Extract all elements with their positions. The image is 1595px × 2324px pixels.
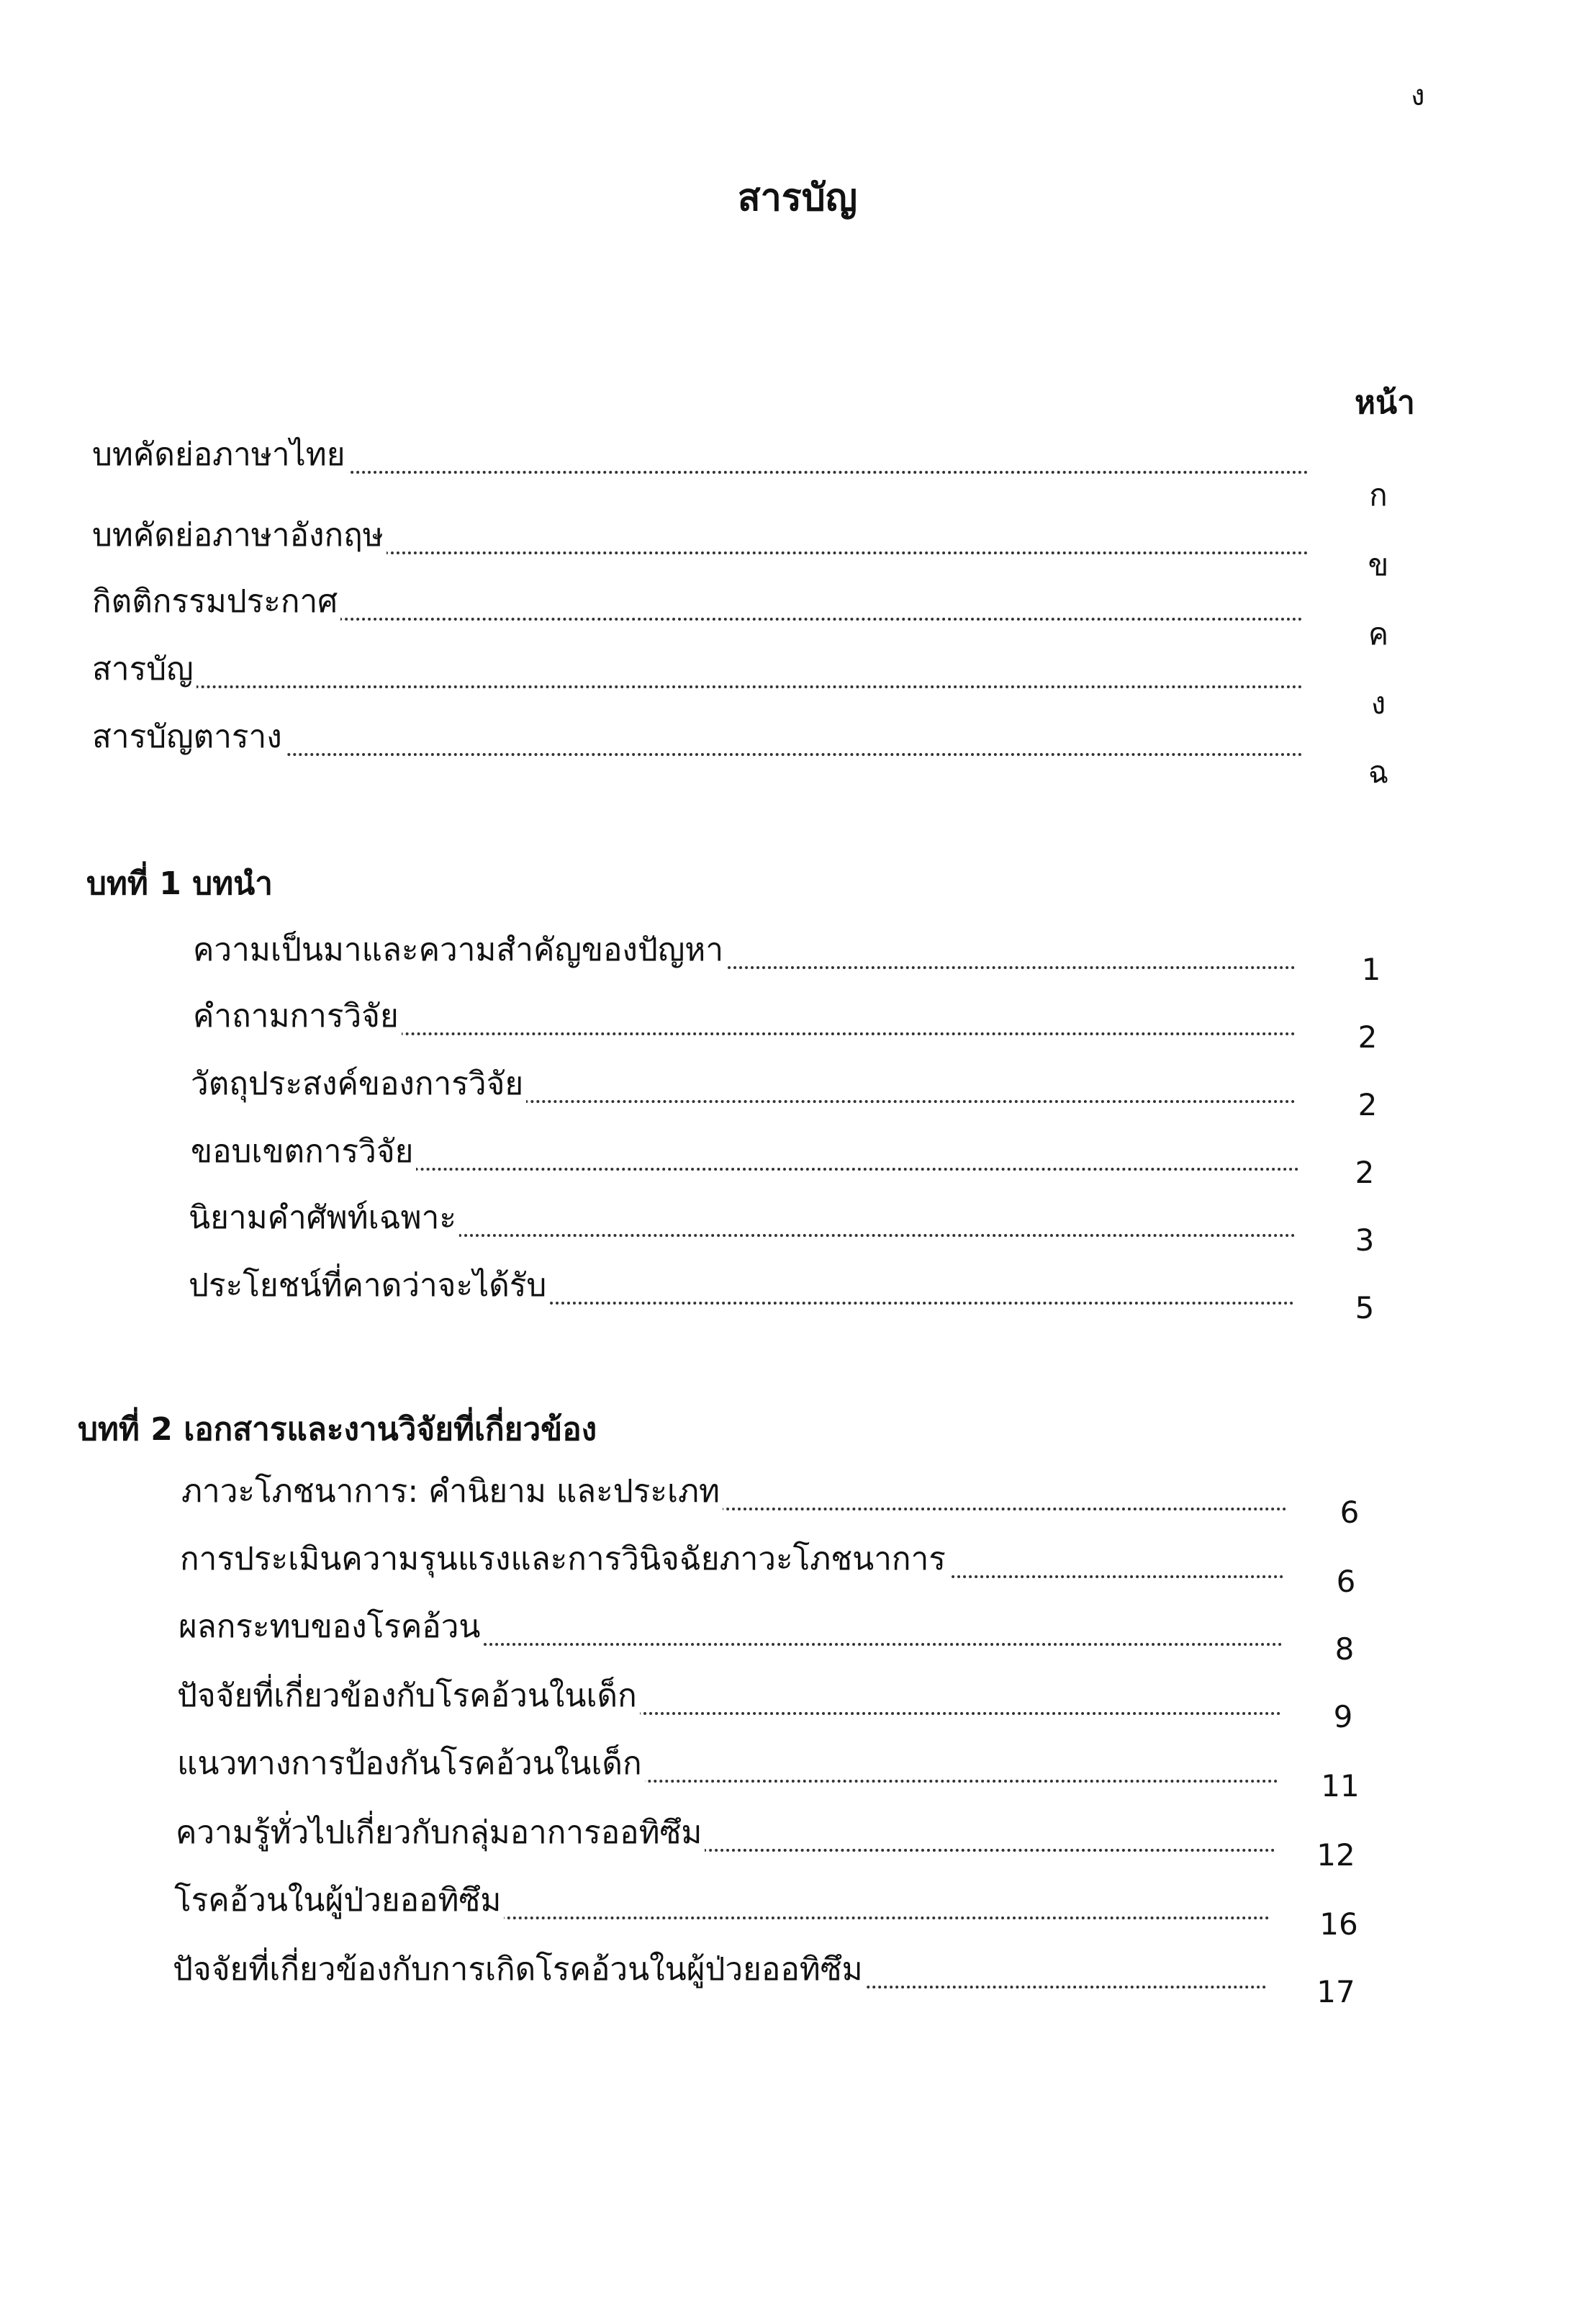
toc-entry-label: ปัจจัยที่เกี่ยวข้องกับโรคอ้วนในเด็ก bbox=[177, 1670, 640, 1721]
toc-entry-label: สารบัญ bbox=[92, 644, 196, 694]
toc-entry-page: 9 bbox=[1333, 1699, 1353, 1734]
toc-entry bbox=[174, 1882, 1270, 1929]
toc-entry-page: 12 bbox=[1316, 1837, 1355, 1873]
toc-entry bbox=[189, 1199, 1296, 1247]
toc-entry-label: ภาวะโภชนาการ: คำนิยาม และประเภท bbox=[181, 1466, 723, 1516]
toc-entry-acknowledgement bbox=[92, 583, 1303, 631]
chapter-heading: บทที่ 1 บทนำ bbox=[86, 865, 273, 902]
toc-entry-label: โรคอ้วนในผู้ป่วยออทิซึม bbox=[174, 1875, 504, 1925]
page-title: สารบัญ bbox=[737, 176, 858, 220]
toc-entry bbox=[191, 1133, 1299, 1181]
toc-entry-label: ความเป็นมาและความสำคัญของปัญหา bbox=[193, 924, 726, 975]
toc-entry-page: 2 bbox=[1357, 1087, 1378, 1122]
toc-entry bbox=[181, 1473, 1287, 1521]
dot-leader bbox=[92, 685, 1303, 688]
toc-entry-label: ปัจจัยที่เกี่ยวข้องกับการเกิดโรคอ้วนในผู้ป่วยออทิซึม bbox=[173, 1944, 866, 1994]
toc-entry-contents bbox=[92, 651, 1303, 698]
toc-entry-page: 2 bbox=[1355, 1155, 1375, 1190]
toc-entry bbox=[173, 1951, 1267, 1999]
toc-entry-label: ผลกระทบของโรคอ้วน bbox=[179, 1601, 483, 1652]
toc-entry-page: 11 bbox=[1321, 1768, 1360, 1803]
toc-entry bbox=[191, 1066, 1296, 1113]
toc-entry-label: สารบัญตาราง bbox=[92, 711, 285, 762]
toc-entry-page: 8 bbox=[1334, 1631, 1355, 1667]
toc-entry-label: การประเมินความรุนแรงและการวินิจฉัยภาวะโภชนาการ bbox=[180, 1533, 949, 1584]
toc-entry-label: ขอบเขตการวิจัย bbox=[191, 1126, 416, 1176]
page-column-header: หน้า bbox=[1355, 384, 1415, 421]
toc-entry-page: 3 bbox=[1355, 1222, 1375, 1258]
toc-entry-page: ง bbox=[1370, 685, 1386, 721]
toc-entry-label: ความรู้ทั่วไปเกี่ยวกับกลุ่มอาการออทิซึม bbox=[176, 1807, 705, 1857]
toc-entry-label: นิยามคำศัพท์เฉพาะ bbox=[189, 1192, 459, 1243]
toc-entry bbox=[177, 1745, 1278, 1793]
toc-entry bbox=[193, 998, 1296, 1045]
page-number: ง bbox=[1411, 79, 1425, 112]
toc-entry-label: กิตติกรรมประกาศ bbox=[92, 576, 340, 626]
toc-entry-label: แนวทางการป้องกันโรคอ้วนในเด็ก bbox=[177, 1738, 645, 1788]
toc-entry bbox=[177, 1677, 1281, 1725]
toc-entry-label: วัตถุประสงค์ของการวิจัย bbox=[191, 1058, 526, 1109]
toc-entry-label: บทคัดย่อภาษาไทย bbox=[92, 429, 348, 479]
toc-entry-page: 6 bbox=[1336, 1564, 1356, 1599]
toc-entry-page: 1 bbox=[1361, 952, 1381, 987]
toc-entry-label: ประโยชน์ที่คาดว่าจะได้รับ bbox=[189, 1260, 549, 1310]
toc-entry bbox=[189, 1267, 1294, 1315]
toc-entry bbox=[179, 1608, 1283, 1656]
toc-entry-page: 16 bbox=[1319, 1906, 1358, 1942]
toc-entry bbox=[180, 1541, 1284, 1588]
toc-entry-page: ข bbox=[1368, 547, 1389, 582]
toc-entry-label: บทคัดย่อภาษาอังกฤษ bbox=[92, 510, 387, 560]
toc-entry bbox=[176, 1814, 1275, 1862]
toc-entry-page: ฉ bbox=[1368, 755, 1389, 790]
toc-entry-page: 17 bbox=[1316, 1974, 1355, 2009]
toc-entry-abstract-thai bbox=[92, 436, 1309, 484]
toc-entry-page: ก bbox=[1369, 477, 1388, 513]
toc-entry-list-of-tables bbox=[92, 719, 1303, 766]
toc-entry bbox=[193, 932, 1296, 979]
toc-entry-page: 6 bbox=[1339, 1495, 1360, 1530]
toc-entry-abstract-english bbox=[92, 517, 1309, 564]
toc-entry-page: 5 bbox=[1355, 1290, 1375, 1325]
toc-entry-label: คำถามการวิจัย bbox=[193, 991, 402, 1041]
toc-entry-page: ค bbox=[1368, 616, 1389, 652]
chapter-heading: บทที่ 2 เอกสารและงานวิจัยที่เกี่ยวข้อง bbox=[78, 1411, 597, 1448]
toc-entry-page: 2 bbox=[1357, 1019, 1378, 1055]
